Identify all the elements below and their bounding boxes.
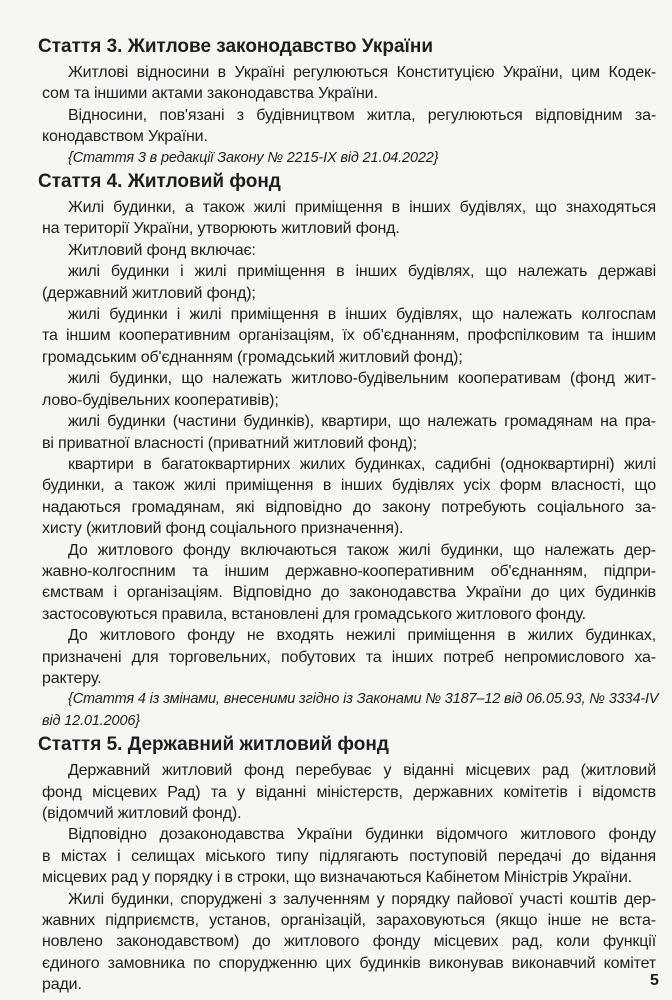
paragraph	[42, 368, 656, 411]
text-line: (відомчий житловий фонд).	[42, 805, 242, 822]
text-line: До житлового фонду включаються також жилі будинки, що належать дер-	[68, 541, 656, 559]
paragraph	[42, 304, 656, 368]
text-line: рактеру.	[42, 669, 102, 687]
text-line: жавних підприємств, установ, організацій, зараховуються (якщо інше не вста-	[42, 912, 656, 930]
paragraph	[42, 889, 656, 996]
text-line: новлено законодавством) до житлового фонду місцевих рад, коли функції	[42, 933, 656, 951]
text-line: Відносини, пов'язані з будівництвом житла, регулюються відповідним за-	[68, 106, 656, 124]
text-line: фонд місцевих Рад) та у віданні міністерств, державних комітетів і відомств	[42, 783, 656, 801]
text-line: будинки, а також жилі приміщення в інших будівлях усіх форм власності, що	[42, 477, 656, 495]
paragraph	[42, 62, 656, 105]
paragraph	[42, 197, 656, 240]
page-number: 5	[650, 972, 659, 989]
text-line: місцевих рад у порядку і в строки, що визначаються Кабінетом Міністрів України.	[42, 869, 632, 887]
article-title: Стаття 5. Державний житловий фонд	[38, 734, 389, 756]
text-line: призначені для торговельних, побутових та інших потреб непромислового ха-	[42, 648, 656, 666]
text-line: хисту (житловий фонд соціального призначення).	[42, 520, 404, 538]
text-line: {Стаття 4 із змінами, внесеними згідно із Законами № 3187–12 від 06.05.93, № 3334-IV	[68, 691, 659, 708]
text-line: {Стаття 3 в редакції Закону № 2215-IX від 21.04.2022}	[68, 149, 439, 166]
text-line: громадським об'єднанням (громадський житловий фонд);	[42, 348, 463, 366]
text-line: Жилі будинки, споруджені з залученням у порядку пайової участі коштів дер-	[68, 890, 656, 908]
text-line: жилі будинки і жилі приміщення в інших будівлях, що належать державі	[68, 263, 656, 281]
text-line: ради.	[42, 976, 82, 994]
text-line: конодавством України.	[42, 128, 208, 146]
paragraph	[42, 411, 656, 454]
text-line: Житловий фонд включає:	[68, 241, 256, 259]
text-line: (державний житловий фонд);	[42, 284, 256, 302]
paragraph	[42, 240, 656, 261]
text-line: Державний житловий фонд перебуває у віданні місцевих рад (житловий	[68, 762, 656, 780]
text-line: та іншим кооперативним організаціям, їх об'єднанням, профспілковим та іншим	[42, 327, 656, 345]
text-line: жилі будинки, що належать житлово-будівельним кооперативам (фонд жит-	[68, 370, 656, 388]
text-line: сом та іншими актами законодавства України.	[42, 85, 378, 103]
text-line: надаються громадянам, які відповідно до закону потребують соціального за-	[42, 498, 656, 516]
text-line: в містах і селищах міського типу підлягають поступовій передачі до відання	[42, 847, 656, 865]
paragraph	[42, 540, 656, 626]
text-line: квартири в багатоквартирних жилих будинках, садибні (одноквартирні) жилі	[68, 455, 656, 473]
text-line: жилі будинки (частини будинків), квартири, що належать громадянам на пра-	[68, 413, 656, 431]
amendment-note	[42, 689, 659, 732]
text-line: Відповідно дозаконодавства України будинки відомчого житлового фонду	[68, 826, 656, 844]
text-line: Жилі будинки, а також жилі приміщення в інших будівлях, що знаходяться	[68, 199, 656, 217]
paragraph	[42, 625, 656, 689]
text-line: єдиного замовника по спорудженню цих будинків виконував виконавчий комітет	[42, 954, 656, 972]
paragraph	[42, 261, 656, 304]
article-5	[38, 732, 656, 995]
document-page	[38, 34, 659, 996]
text-line: застосовуються правила, встановлені для громадського житлового фонду.	[42, 605, 586, 623]
text-line: жилі будинки і жилі приміщення в інших будівлях, що належать колгоспам	[68, 306, 656, 324]
article-title: Стаття 4. Житловий фонд	[38, 171, 281, 193]
text-line: Житлові відносини в Україні регулюються Конституцією України, цим Кодек-	[68, 64, 656, 81]
text-line: жавно-колгоспним та іншим державно-кооперативним об'єднанням, підпри-	[42, 562, 656, 580]
text-line: на території України, утворюють житловий фонд.	[42, 220, 400, 238]
text-line: лово-будівельних кооперативів);	[42, 391, 279, 409]
article-4	[38, 169, 659, 732]
paragraph	[42, 105, 656, 148]
text-line: ві приватної власності (приватний житловий фонд);	[42, 434, 417, 452]
text-line: ємствам і організаціям. Відповідно до законодавства України до цих будинків	[42, 584, 656, 602]
paragraph	[42, 760, 656, 824]
article-title: Стаття 3. Житлове законодавство України	[38, 36, 434, 57]
text-line: До житлового фонду не входять нежилі приміщення в жилих будинках,	[68, 627, 656, 645]
paragraph	[42, 454, 656, 540]
paragraph	[42, 824, 656, 888]
article-3	[38, 34, 656, 169]
amendment-note	[42, 148, 656, 169]
text-line: від 12.01.2006}	[42, 712, 140, 729]
